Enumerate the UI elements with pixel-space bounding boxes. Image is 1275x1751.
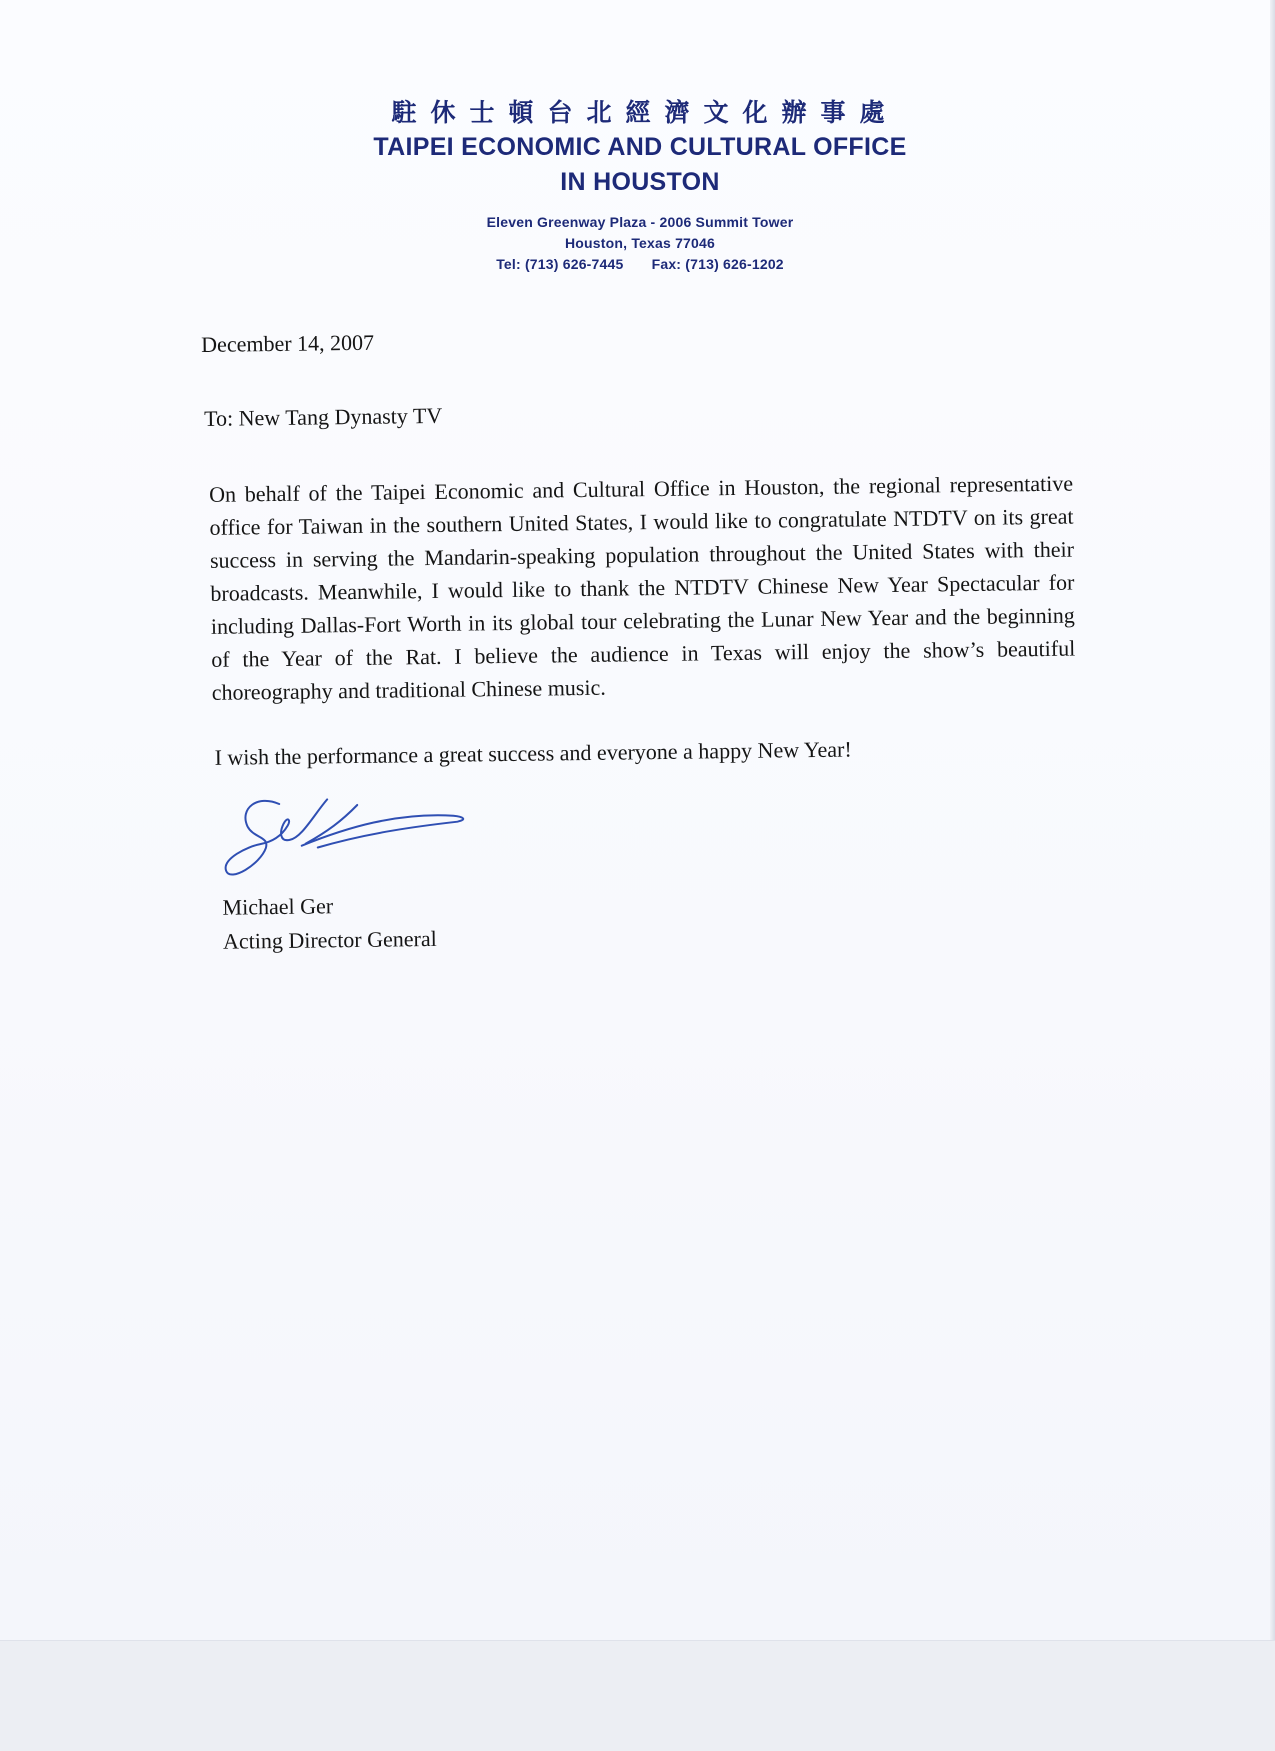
letterhead-name-line1: TAIPEI ECONOMIC AND CULTURAL OFFICE (373, 133, 907, 161)
letter-body-paragraph: On behalf of the Taipei Economic and Cultural Office in Houston, the regional representative office for Taiwan in the southern United States, I would like to congratulate NTDTV on its great success in serving the Mandarin-speaking population throughout the United States with their broadcasts. Meanwhile, I would like to thank the NTDTV Chinese New Year Spectacular for including Dallas-Fort Worth in its global tour celebrating the Lunar New Year and the beginning of the Year of the Rat. I believe the audience in Texas will enjoy the show’s beautiful choreography and traditional Chinese music. (208, 470, 1076, 705)
address-line-street: Eleven Greenway Plaza - 2006 Summit Tower (486, 214, 794, 230)
signer-name: Michael Ger (222, 893, 334, 920)
letterhead-chinese-name: 駐休士頓台北經濟文化辦事處 (391, 98, 899, 127)
paper-right-edge (1270, 0, 1275, 1640)
letterhead-address (330, 212, 950, 275)
letterhead (330, 96, 950, 275)
address-line-city: Houston, Texas 77046 (564, 235, 716, 251)
letter-content (201, 319, 1079, 967)
letter-closing: I wish the performance a great success and everyone a happy New Year! (214, 736, 852, 770)
signature-block (217, 776, 1079, 967)
handwritten-signature (217, 783, 478, 886)
signer (222, 888, 437, 959)
scanner-bed-strip (0, 1640, 1275, 1751)
letter-date: December 14, 2007 (201, 329, 375, 357)
letterhead-name-line2: IN HOUSTON (560, 168, 720, 196)
contact-line (330, 254, 950, 275)
fax-number: Fax: (713) 626-1202 (651, 256, 784, 272)
telephone-number: Tel: (713) 626-7445 (496, 256, 624, 272)
letter-recipient: To: New Tang Dynasty TV (203, 402, 443, 431)
signer-title: Acting Director General (222, 925, 437, 954)
